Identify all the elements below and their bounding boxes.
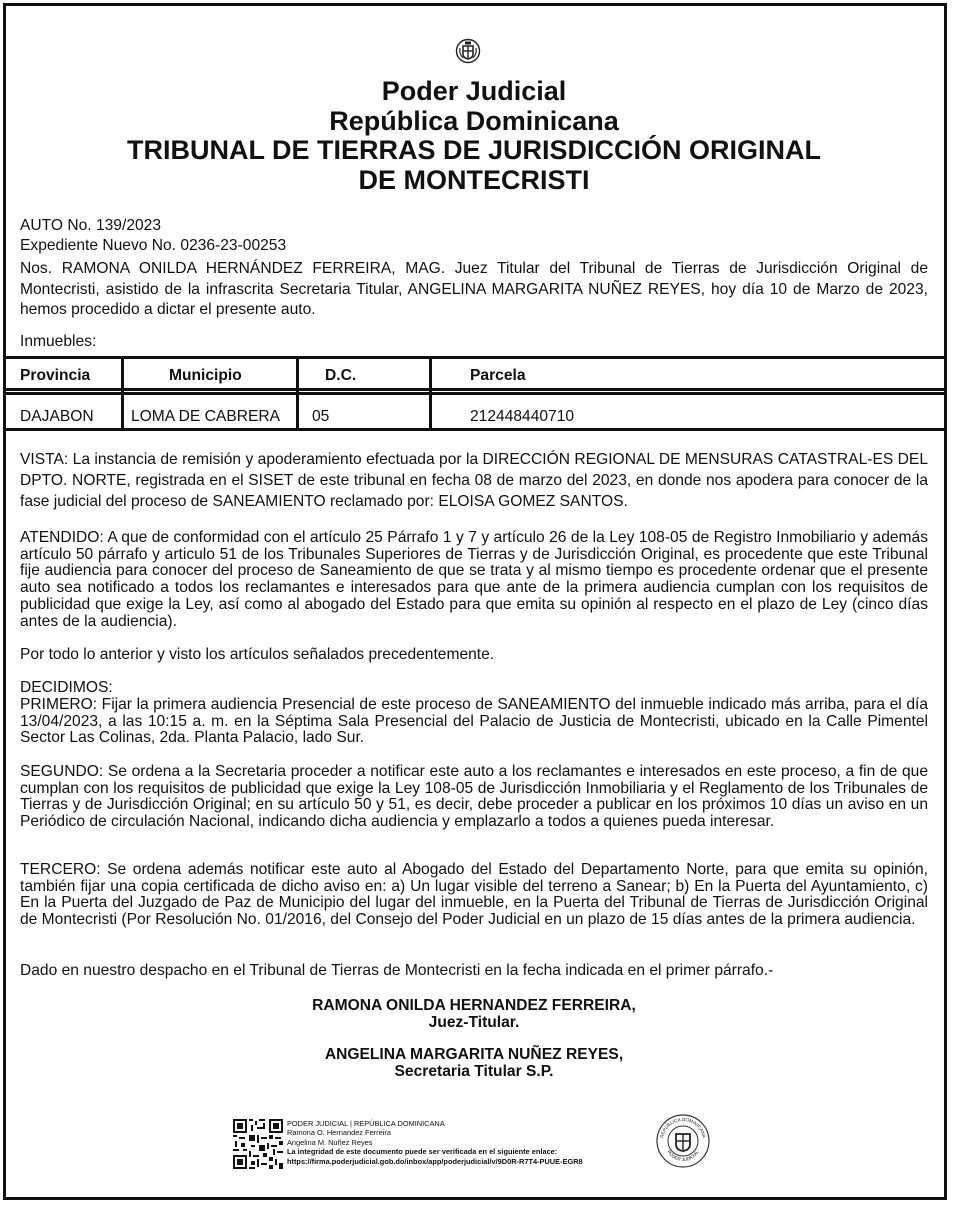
court-seal <box>655 1113 711 1169</box>
table-col-divider <box>296 356 299 431</box>
table-cell-dc: 05 <box>312 408 330 425</box>
secretary-title: Secretaria Titular S.P. <box>394 1063 554 1080</box>
coat-of-arms-icon <box>455 38 481 64</box>
table-header-border-2 <box>6 392 947 395</box>
table-header-border <box>6 388 947 391</box>
judge-title: Juez-Titular. <box>428 1014 520 1031</box>
verification-footer <box>287 1119 687 1166</box>
expediente-number: Expediente Nuevo No. 0236-23-00253 <box>20 237 287 254</box>
table-header-parcela: Parcela <box>470 367 526 384</box>
seal-text-top: REPÚBLICA DOMINICANA <box>659 1116 707 1139</box>
footer-line-2: Ramona O. Hernandez Ferreira <box>287 1128 391 1138</box>
tercero-paragraph: TERCERO: Se ordena además notificar este auto al Abogado del Estado del Departamento Norte, para que emita su opinión, también fijar una copia certificada de dicho aviso en: a) Un lugar visible del terreno a Sanear; b) En la Puerta del Ayuntamiento, c) En la Puerta del Juzgado de Paz de Municipio del lugar del inmueble, en la Puerta del Tribunal de Tierras de Jurisdicción Original de Montecristi (Por Resolución No. 01/2016, del Consejo del Poder Judicial en un plazo de 15 días antes de la primera audiencia. <box>20 861 928 929</box>
qr-code <box>233 1119 283 1169</box>
court-title-line2: DE MONTECRISTI <box>358 165 590 195</box>
table-cell-municipio: LOMA DE CABRERA <box>131 408 281 425</box>
institution-title: Poder Judicial <box>381 76 567 106</box>
footer-line-3: Angelina M. Nuñez Reyes <box>287 1137 373 1147</box>
intro-paragraph: Nos. RAMONA ONILDA HERNÁNDEZ FERREIRA, MAG. Juez Titular del Tribunal de Tierras de Jurisdicción Original de Montecristi, asistido de la infrascrita Secretaria Titular, ANGELINA MARGARITA NUÑEZ REYES, hoy día 10 de Marzo de 2023, hemos procedido a dictar el presente auto. <box>20 260 928 318</box>
inmuebles-label: Inmuebles: <box>20 333 97 350</box>
table-col-divider <box>121 356 124 431</box>
primero-paragraph: PRIMERO: Fijar la primera audiencia Presencial de este proceso de SANEAMIENTO del inmueble indicado más arriba, para el día 13/04/2023, a las 10:15 a. m. en la Séptima Sala Presencial del Palacio de Justicia de Montecristi, ubicado en la Calle Pimentel Sector Las Colinas, 2da. Planta Palacio, lado Sur. <box>20 696 928 747</box>
por-todo-paragraph: Por todo lo anterior y visto los artículos señalados precedentemente. <box>20 646 495 663</box>
table-bottom-border <box>6 428 947 431</box>
table-header-dc: D.C. <box>325 367 357 384</box>
footer-verification-link[interactable]: https://firma.poderjudicial.gob.do/inbox/app/poderjudicial/v/9D0R-R7T4-PUUE-EGR8 <box>287 1156 583 1166</box>
court-title-line1: TRIBUNAL DE TIERRAS DE JURISDICCIÓN ORIGINAL <box>126 135 822 165</box>
footer-line-4: La integridad de este documento puede ser verificada en el siguiente enlace: <box>287 1147 558 1157</box>
vista-paragraph: VISTA: La instancia de remisión y apoderamiento efectuada por la DIRECCIÓN REGIONAL DE MENSURAS CATASTRAL-ES DEL DPTO. NORTE, registrada en el SISET de este tribunal en fecha 08 de marzo del 2023, en donde nos apodera para conocer de la fase judicial del proceso de SANEAMIENTO reclamado por: ELOISA GOMEZ SANTOS. <box>20 451 928 510</box>
judge-name: RAMONA ONILDA HERNANDEZ FERREIRA, <box>312 997 636 1014</box>
secretary-name: ANGELINA MARGARITA NUÑEZ REYES, <box>324 1046 624 1063</box>
dado-paragraph: Dado en nuestro despacho en el Tribunal de Tierras de Montecristi en la fecha indicada en el primer párrafo.- <box>20 962 774 979</box>
table-top-border <box>6 356 947 359</box>
table-header-provincia: Provincia <box>20 367 91 384</box>
atendido-paragraph: ATENDIDO: A que de conformidad con el artículo 25 Párrafo 1 y 7 y artículo 26 de la Ley 108-05 de Registro Inmobiliario y además artículo 50 párrafo y articulo 51 de los Tribunales Superiores de Tierras y de Jurisdicción Original, es procedente que este Tribunal fije audiencia para conocer del proceso de Saneamiento de que se trata y al mismo tiempo es procedente ordenar que el presente auto sea notificado a todos los reclamantes e interesados para que ante de la primera audiencia cumplan con los requisitos de publicidad que exige la Ley, así como al abogado del Estado para que emita su opinión al respecto en el plazo de Ley (cinco días antes de la audiencia). <box>20 529 928 630</box>
table-cell-parcela: 212448440710 <box>470 408 575 425</box>
decidimos-heading: DECIDIMOS: <box>20 679 113 696</box>
table-cell-provincia: DAJABON <box>20 408 94 425</box>
seal-text-bottom: PODER JUDICIAL <box>666 1149 700 1163</box>
segundo-paragraph: SEGUNDO: Se ordena a la Secretaria proceder a notificar este auto a los reclamantes e interesados en este proceso, a fin de que cumplan con los requisitos de publicidad que exige la Ley 108-05 de Jurisdicción Inmobiliaria y el Reglamento de los Tribunales de Tierras y de Jurisdicción Original; en su artículo 50 y 51, es decir, debe proceder a publicar en los próximos 10 días un aviso en un Periódico de circulación Nacional, indicando dicha audiencia y emplazarlo a todos a quienes pueda interesar. <box>20 763 928 831</box>
table-header-municipio: Municipio <box>169 367 242 384</box>
table-col-divider <box>429 356 432 431</box>
footer-line-1: PODER JUDICIAL | REPÚBLICA DOMINICANA <box>287 1119 445 1128</box>
country-title: República Dominicana <box>329 106 619 136</box>
auto-number: AUTO No. 139/2023 <box>20 217 162 234</box>
